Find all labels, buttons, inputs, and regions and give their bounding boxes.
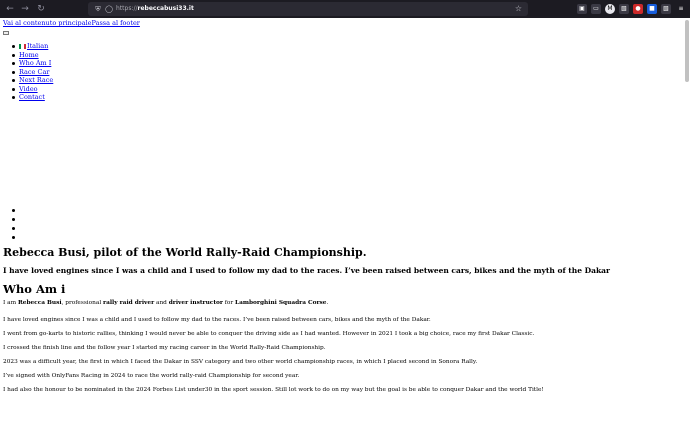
skip-to-content-link[interactable]: Vai al contenuto principale — [3, 19, 92, 27]
bookmark-star-icon[interactable]: ☆ — [514, 4, 522, 13]
red-extension-icon[interactable]: ● — [633, 4, 643, 14]
menu-item-video[interactable]: Video — [19, 85, 53, 94]
lock-icon[interactable]: ◯ — [105, 5, 113, 13]
extension-icon[interactable]: ▧ — [619, 4, 629, 14]
menu-item-next-race[interactable]: Next Race — [19, 76, 54, 84]
page-scrollbar[interactable] — [685, 20, 689, 82]
about-paragraph-4: 2023 was a difficult year, the first in which I faced the Dakar in SSV category and two other world championship races, in which I placed second in Sonora Rally. — [3, 359, 478, 365]
about-paragraph-6: I had also the honour to be nominated in the 2024 Forbes List under30 in the sport session. Still lot work to do on my way but the goal is be able to conquer Dakar and the world Title! — [3, 387, 544, 393]
main-menu — [19, 42, 53, 102]
italian-flag-icon — [19, 43, 26, 48]
menu-item-home[interactable]: Home — [19, 51, 53, 60]
pocket-icon[interactable]: ▣ — [577, 4, 587, 14]
tab-icon[interactable]: ▭ — [591, 4, 601, 14]
url-text[interactable]: https://rebeccabusi33.it — [116, 5, 194, 12]
about-intro: I am Rebecca Busi, professional rally raid driver and driver instructor for Lamborghini Squadra Corse. — [3, 300, 329, 306]
menu-item-italian[interactable]: Italian — [19, 42, 53, 51]
extensions-puzzle-icon[interactable]: ▧ — [661, 4, 671, 14]
forward-icon[interactable]: → — [21, 4, 29, 14]
about-paragraph-1: I have loved engines since I was a child and I used to follow my dad to the races. I’ve been raised between cars, bikes and the myth of the Dakar. — [3, 317, 431, 323]
about-paragraph-5: I’ve signed with OnlyFans Racing in 2024 to race the world rally-raid Championship for second year. — [3, 373, 300, 379]
hero-subtitle: I have loved engines since I was a child and I used to follow my dad to the races. I’ve been raised between cars, bikes and the myth of the Dakar — [3, 266, 610, 275]
profile-icon[interactable]: M — [605, 4, 615, 14]
reload-icon[interactable]: ↻ — [37, 4, 45, 14]
menu-icon[interactable]: ≡ — [678, 5, 684, 12]
menu-item-contact[interactable]: Contact — [19, 93, 53, 102]
hero-title: Rebecca Busi, pilot of the World Rally-Raid Championship. — [3, 246, 367, 259]
browser-toolbar — [0, 0, 690, 18]
menu-item-who-am-i[interactable]: Who Am I — [19, 59, 52, 67]
skip-to-footer-link[interactable]: Passa al footer — [91, 19, 140, 27]
about-heading: Who Am i — [3, 282, 66, 296]
bitwarden-icon[interactable]: ■ — [647, 4, 657, 14]
page-content — [0, 18, 684, 429]
back-icon[interactable]: ← — [6, 4, 14, 14]
about-paragraph-2: I went from go-karts to historic rallies, thinking I would never be able to conquer the driving side as I had wanted. However in 2021 I took a big choice, race my first Dakar Classic. — [3, 331, 535, 337]
menu-toggle-button[interactable] — [3, 31, 9, 35]
menu-item-race-car[interactable]: Race Car — [19, 68, 53, 77]
shield-icon[interactable]: ⛨ — [95, 5, 101, 13]
address-bar[interactable] — [88, 2, 528, 16]
skip-links — [3, 19, 140, 27]
about-paragraph-3: I crossed the finish line and the follow year I started my racing career in the World Rally-Raid Championship. — [3, 345, 326, 351]
